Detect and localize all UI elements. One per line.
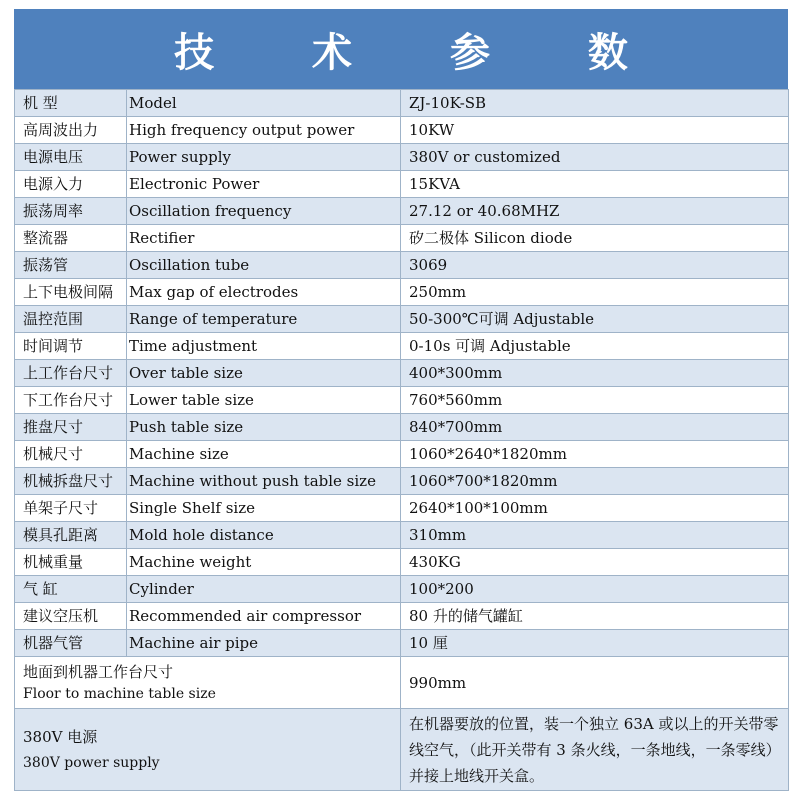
spec-row bbox=[15, 522, 789, 549]
spec-label-en: Floor to machine table size bbox=[23, 685, 216, 702]
spec-table bbox=[14, 89, 789, 791]
spec-row bbox=[15, 441, 789, 468]
spec-value: 100*200 bbox=[401, 576, 789, 603]
spec-row bbox=[15, 630, 789, 657]
spec-value: 10KW bbox=[401, 117, 789, 144]
spec-label-cn: 机器气管 bbox=[15, 630, 127, 657]
spec-label-cn: 电源电压 bbox=[15, 144, 127, 171]
spec-label-en: Machine size bbox=[127, 441, 401, 468]
spec-title: 技 术 参 数 bbox=[14, 9, 788, 89]
spec-label-cn: 机械拆盘尺寸 bbox=[15, 468, 127, 495]
spec-label-floor bbox=[15, 657, 401, 709]
spec-value: 990mm bbox=[401, 657, 789, 709]
spec-row bbox=[15, 576, 789, 603]
spec-value: 380V or customized bbox=[401, 144, 789, 171]
spec-label-en: Machine air pipe bbox=[127, 630, 401, 657]
spec-row bbox=[15, 549, 789, 576]
spec-value-power: 在机器要放的位置，装一个独立 63A 或以上的开关带零线空气，（此开关带有 3 条火线，一条地线，一条零线）并接上地线开关盒。 bbox=[401, 709, 789, 791]
spec-label-cn: 建议空压机 bbox=[15, 603, 127, 630]
spec-row bbox=[15, 198, 789, 225]
spec-label-cn: 上下电极间隔 bbox=[15, 279, 127, 306]
spec-label-en: Machine without push table size bbox=[127, 468, 401, 495]
spec-label-en: Lower table size bbox=[127, 387, 401, 414]
spec-value: 10 厘 bbox=[401, 630, 789, 657]
spec-label-cn: 机 型 bbox=[15, 90, 127, 117]
spec-row bbox=[15, 279, 789, 306]
spec-label-cn: 下工作台尺寸 bbox=[15, 387, 127, 414]
spec-row bbox=[15, 387, 789, 414]
spec-row bbox=[15, 252, 789, 279]
spec-label-en: Over table size bbox=[127, 360, 401, 387]
spec-value: 840*700mm bbox=[401, 414, 789, 441]
spec-label-en: Power supply bbox=[127, 144, 401, 171]
spec-row-power bbox=[15, 709, 789, 791]
spec-row bbox=[15, 333, 789, 360]
spec-row bbox=[15, 306, 789, 333]
spec-label-cn: 时间调节 bbox=[15, 333, 127, 360]
spec-value: 430KG bbox=[401, 549, 789, 576]
spec-value: 2640*100*100mm bbox=[401, 495, 789, 522]
spec-label-cn: 上工作台尺寸 bbox=[15, 360, 127, 387]
spec-label-en: Time adjustment bbox=[127, 333, 401, 360]
spec-label-cn: 电源入力 bbox=[15, 171, 127, 198]
spec-label-cn: 地面到机器工作台尺寸 bbox=[23, 662, 174, 681]
spec-label-cn: 单架子尺寸 bbox=[15, 495, 127, 522]
spec-value: 0-10s 可调 Adjustable bbox=[401, 333, 789, 360]
spec-label-cn: 380V 电源 bbox=[23, 727, 98, 746]
spec-label-power bbox=[15, 709, 401, 791]
spec-label-cn: 模具孔距离 bbox=[15, 522, 127, 549]
spec-value: 50-300℃可调 Adjustable bbox=[401, 306, 789, 333]
spec-label-en: Range of temperature bbox=[127, 306, 401, 333]
spec-sheet bbox=[14, 9, 788, 791]
spec-label-en: 380V power supply bbox=[23, 754, 160, 771]
spec-value: 1060*700*1820mm bbox=[401, 468, 789, 495]
spec-row bbox=[15, 144, 789, 171]
spec-label-cn: 整流器 bbox=[15, 225, 127, 252]
spec-row bbox=[15, 225, 789, 252]
spec-row bbox=[15, 495, 789, 522]
spec-value: 矽二极体 Silicon diode bbox=[401, 225, 789, 252]
spec-label-cn: 振荡管 bbox=[15, 252, 127, 279]
spec-label-en: Rectifier bbox=[127, 225, 401, 252]
spec-label-en: Mold hole distance bbox=[127, 522, 401, 549]
spec-label-cn: 振荡周率 bbox=[15, 198, 127, 225]
spec-value: 80 升的储气罐缸 bbox=[401, 603, 789, 630]
spec-label-cn: 高周波出力 bbox=[15, 117, 127, 144]
spec-value: 400*300mm bbox=[401, 360, 789, 387]
spec-label-en: Recommended air compressor bbox=[127, 603, 401, 630]
spec-row bbox=[15, 603, 789, 630]
spec-label-en: High frequency output power bbox=[127, 117, 401, 144]
spec-row bbox=[15, 360, 789, 387]
spec-value: 310mm bbox=[401, 522, 789, 549]
spec-row-floor bbox=[15, 657, 789, 709]
spec-label-en: Oscillation frequency bbox=[127, 198, 401, 225]
spec-label-en: Max gap of electrodes bbox=[127, 279, 401, 306]
spec-value: 1060*2640*1820mm bbox=[401, 441, 789, 468]
spec-row bbox=[15, 90, 789, 117]
spec-label-en: Model bbox=[127, 90, 401, 117]
spec-label-cn: 推盘尺寸 bbox=[15, 414, 127, 441]
spec-label-en: Electronic Power bbox=[127, 171, 401, 198]
spec-row bbox=[15, 414, 789, 441]
spec-value: 3069 bbox=[401, 252, 789, 279]
spec-label-cn: 气 缸 bbox=[15, 576, 127, 603]
spec-row bbox=[15, 171, 789, 198]
spec-value: 27.12 or 40.68MHZ bbox=[401, 198, 789, 225]
spec-value: ZJ-10K-SB bbox=[401, 90, 789, 117]
spec-value: 250mm bbox=[401, 279, 789, 306]
spec-value: 760*560mm bbox=[401, 387, 789, 414]
spec-label-cn: 机械重量 bbox=[15, 549, 127, 576]
spec-label-en: Cylinder bbox=[127, 576, 401, 603]
spec-row bbox=[15, 117, 789, 144]
spec-label-en: Push table size bbox=[127, 414, 401, 441]
spec-label-en: Machine weight bbox=[127, 549, 401, 576]
spec-label-cn: 温控范围 bbox=[15, 306, 127, 333]
spec-row bbox=[15, 468, 789, 495]
spec-value: 15KVA bbox=[401, 171, 789, 198]
spec-label-en: Single Shelf size bbox=[127, 495, 401, 522]
spec-label-en: Oscillation tube bbox=[127, 252, 401, 279]
spec-label-cn: 机械尺寸 bbox=[15, 441, 127, 468]
